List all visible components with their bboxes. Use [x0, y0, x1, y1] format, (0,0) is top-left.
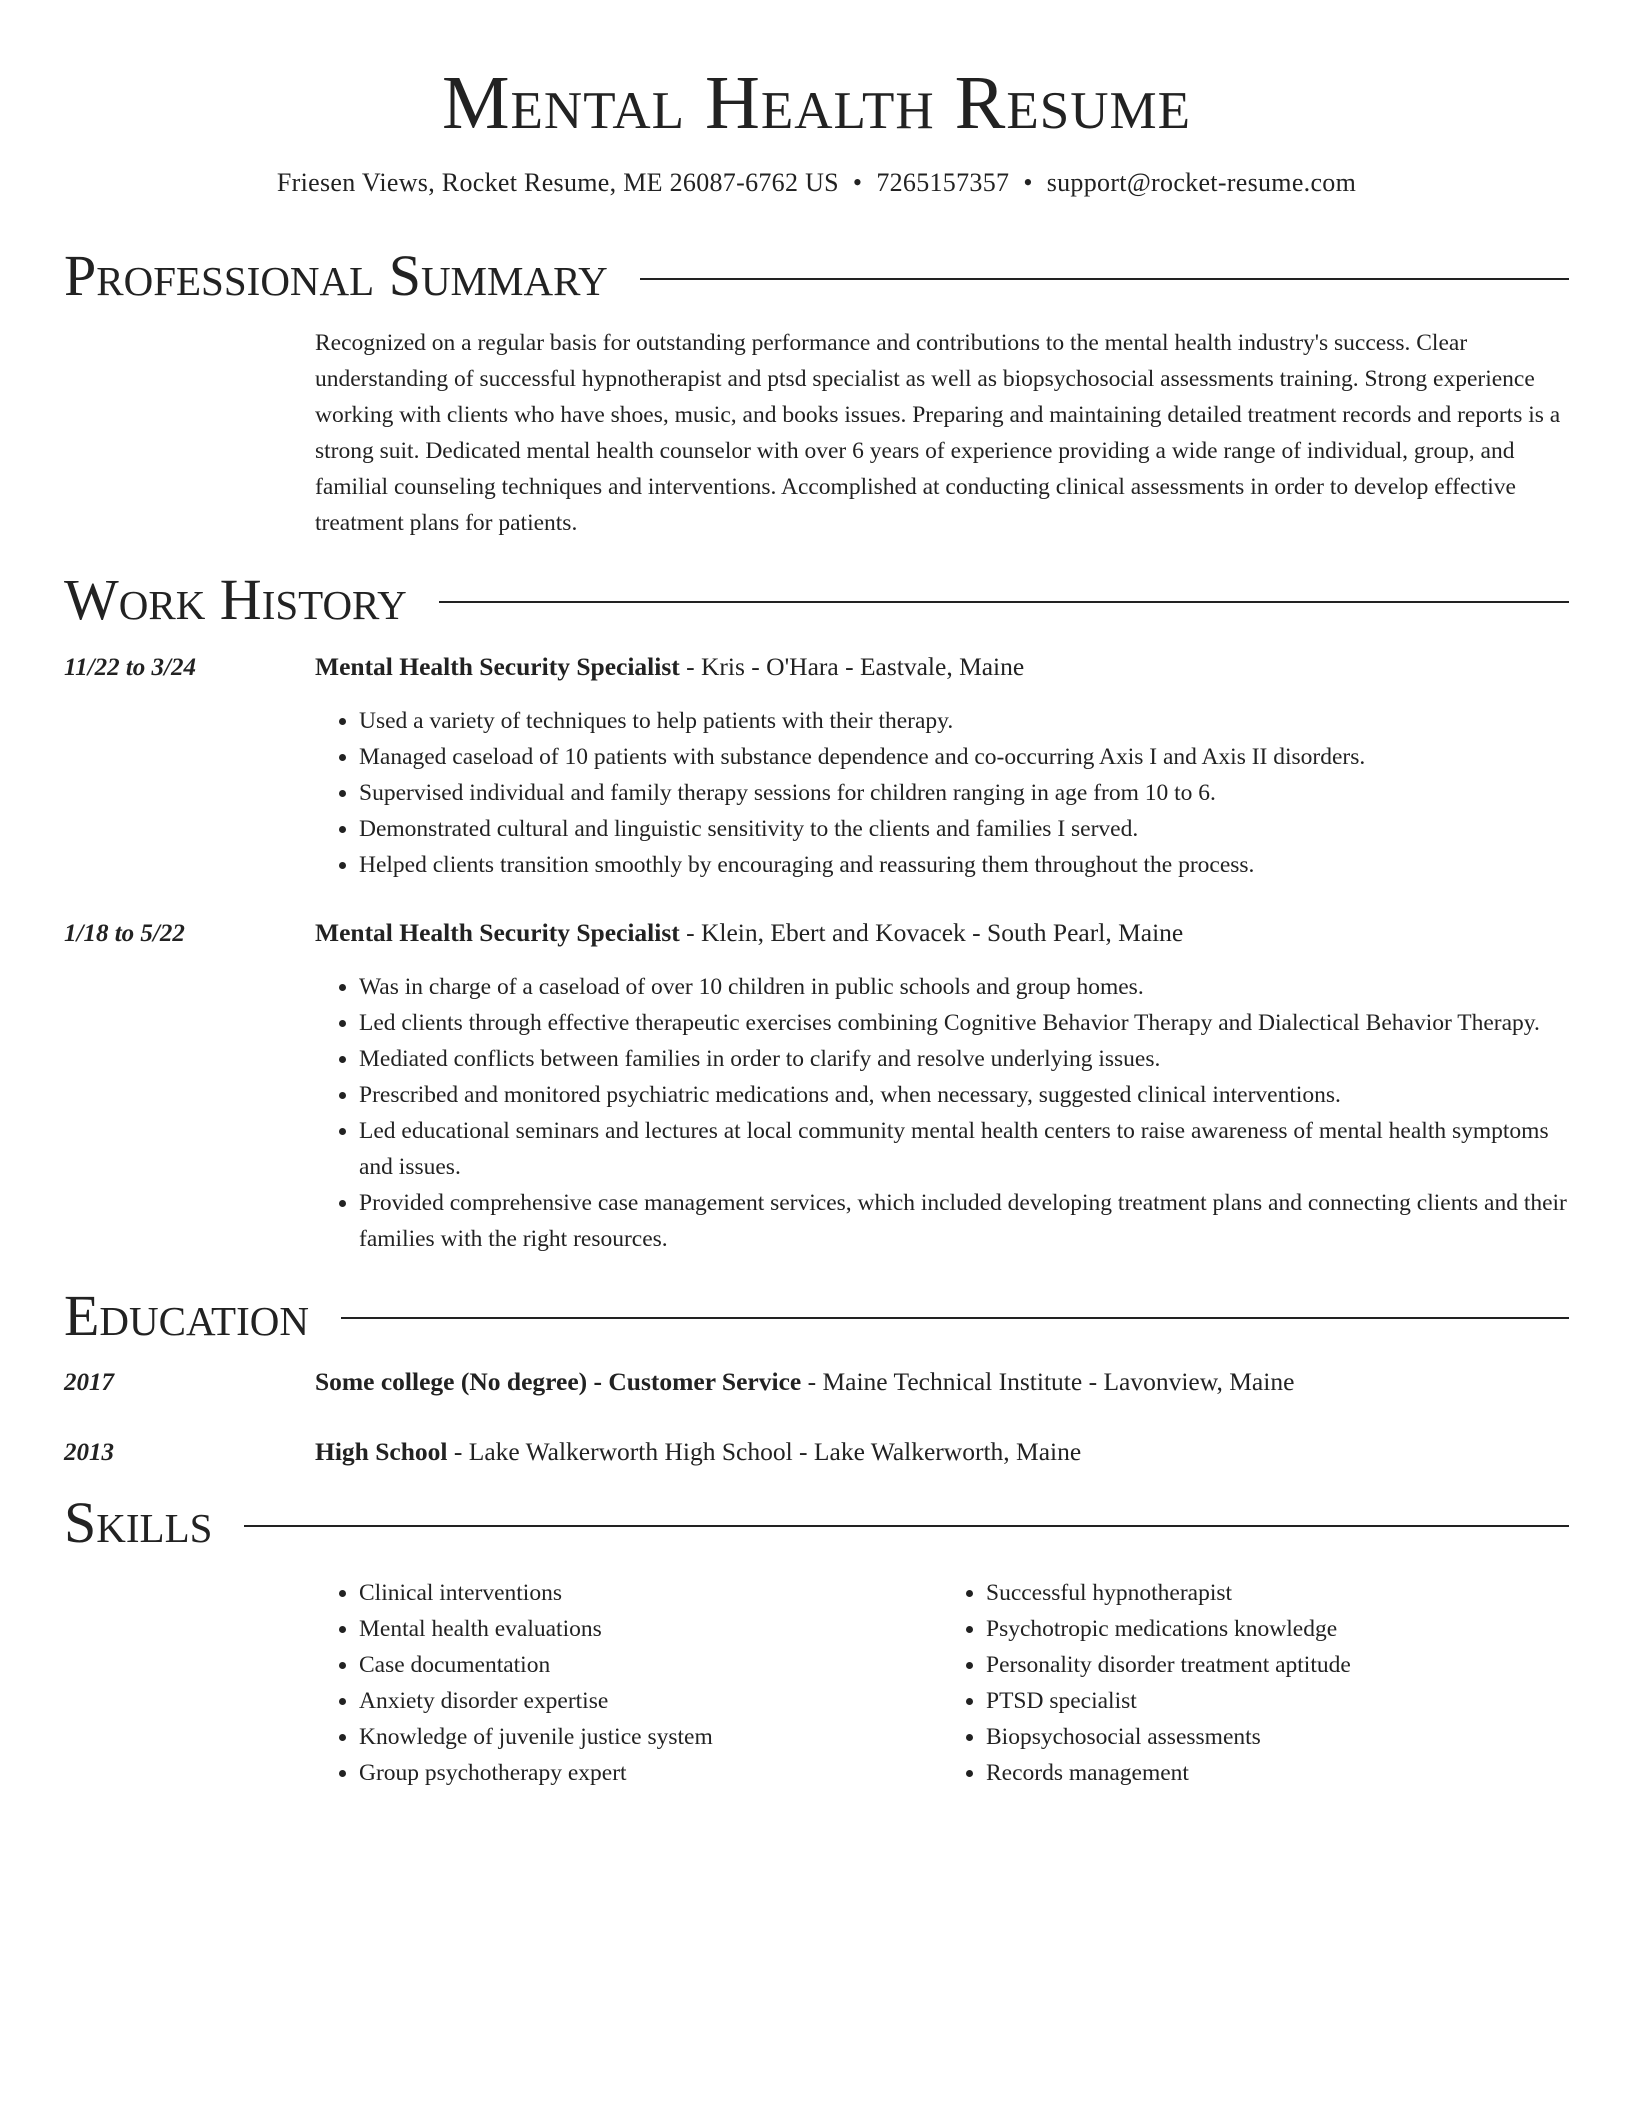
skill-item: • PTSD specialist — [986, 1683, 1569, 1719]
skill-item: • Knowledge of juvenile justice system — [359, 1719, 942, 1755]
resume-title: Mental Health Resume — [441, 61, 1191, 145]
summary-text: Recognized on a regular basis for outstanding performance and contributions to the mental health industry's success. Clear understanding of successful hypnotherapist and ptsd specialist as well as biopsychosocial assessments training. Strong experience working with clients who have shoes, music, and books issues. Preparing and maintaining detailed treatment records and reports is a strong suit. Dedicated mental health counselor with over 6 years of experience providing a wide range of individual, group, and familial counseling techniques and interventions. Accomplished at conducting clinical assessments in order to develop effective treatment plans for patients. — [315, 330, 1561, 537]
work-section-header — [64, 567, 1569, 634]
contact-separator: • — [1023, 167, 1033, 197]
job-title: Mental Health Security Specialist — [315, 917, 680, 947]
education-heading: Education — [64, 1282, 309, 1348]
job-header — [64, 649, 1569, 685]
job-header — [64, 915, 1569, 951]
education-entry — [64, 1364, 1569, 1400]
job-bullets — [315, 703, 1569, 883]
education-section-header — [64, 1283, 1569, 1350]
skill-item: • Anxiety disorder expertise — [359, 1683, 942, 1719]
job-entry — [64, 649, 1569, 883]
job-title: Mental Health Security Specialist — [315, 651, 680, 681]
skill-item: • Psychotropic medications knowledge — [986, 1611, 1569, 1647]
section-divider — [341, 1317, 1569, 1319]
list-item: • Prescribed and monitored psychiatric medications and, when necessary, suggested clinical interventions. — [359, 1077, 1569, 1113]
list-item: • Managed caseload of 10 patients with substance dependence and co-occurring Axis I and Axis II disorders. — [359, 739, 1569, 775]
education-school: - Maine Technical Institute - Lavonview, Maine — [801, 1367, 1295, 1397]
job-company: - Kris - O'Hara - Eastvale, Maine — [679, 651, 1025, 681]
list-item: • Mediated conflicts between families in order to clarify and resolve underlying issues. — [359, 1041, 1569, 1077]
list-item: • Used a variety of techniques to help patients with their therapy. — [359, 703, 1569, 739]
skills-section-header — [64, 1490, 1569, 1557]
summary-section-header — [64, 243, 1569, 310]
skill-item: • Mental health evaluations — [359, 1611, 942, 1647]
list-item: • Provided comprehensive case management services, which included developing treatment plans and connecting clients and their families with the right resources. — [359, 1185, 1569, 1257]
job-bullets — [315, 969, 1569, 1257]
job-title-line — [315, 915, 1183, 951]
education-year: 2017 — [64, 1369, 114, 1397]
skill-item: • Personality disorder treatment aptitude — [986, 1647, 1569, 1683]
education-school: - Lake Walkerworth High School - Lake Walkerworth, Maine — [447, 1437, 1082, 1467]
section-divider — [439, 601, 1569, 603]
skill-item: • Records management — [986, 1755, 1569, 1791]
skills-list-right — [942, 1575, 1569, 1791]
job-entry — [64, 915, 1569, 1257]
skills-list-left — [315, 1575, 942, 1791]
contact-separator: • — [852, 167, 863, 197]
contact-address: Friesen Views, Rocket Resume, ME 26087-6762 US — [276, 167, 839, 197]
education-entry — [64, 1434, 1569, 1470]
list-item: • Helped clients transition smoothly by encouraging and reassuring them throughout the process. — [359, 847, 1569, 883]
skill-item: • Clinical interventions — [359, 1575, 942, 1611]
contact-line — [64, 166, 1569, 200]
job-bullets-wrapper — [315, 969, 1569, 1257]
job-dates: 11/22 to 3/24 — [64, 653, 196, 681]
education-degree: Some college (No degree) - Customer Service — [315, 1367, 802, 1397]
skills-heading: Skills — [64, 1490, 213, 1556]
skill-item: • Successful hypnotherapist — [986, 1575, 1569, 1611]
education-line — [315, 1364, 1294, 1400]
contact-email: support@rocket-resume.com — [1046, 167, 1357, 197]
contact-phone: 7265157357 — [876, 167, 1010, 197]
job-bullets-wrapper — [315, 703, 1569, 883]
job-title-line — [315, 649, 1024, 685]
education-line — [315, 1434, 1081, 1470]
list-item: • Led clients through effective therapeutic exercises combining Cognitive Behavior Therapy and Dialectical Behavior Therapy. — [359, 1005, 1569, 1041]
job-company: - Klein, Ebert and Kovacek - South Pearl, Maine — [679, 917, 1184, 947]
skill-item: • Biopsychosocial assessments — [986, 1719, 1569, 1755]
summary-heading: Professional Summary — [64, 243, 608, 309]
skill-item: • Group psychotherapy expert — [359, 1755, 942, 1791]
resume-page — [64, 0, 1569, 1791]
skills-columns — [315, 1575, 1569, 1791]
list-item: • Was in charge of a caseload of over 10 children in public schools and group homes. — [359, 969, 1569, 1005]
list-item: • Led educational seminars and lectures at local community mental health centers to raise awareness of mental health symptoms and issues. — [359, 1113, 1569, 1185]
education-degree: High School — [315, 1437, 448, 1467]
section-divider — [640, 278, 1569, 280]
job-dates: 1/18 to 5/22 — [64, 919, 185, 947]
education-year: 2013 — [64, 1439, 114, 1467]
section-divider — [244, 1525, 1569, 1527]
skill-item: • Case documentation — [359, 1647, 942, 1683]
list-item: • Supervised individual and family therapy sessions for children ranging in age from 10 to 6. — [359, 775, 1569, 811]
list-item: • Demonstrated cultural and linguistic sensitivity to the clients and families I served. — [359, 811, 1569, 847]
work-heading: Work History — [64, 567, 407, 633]
